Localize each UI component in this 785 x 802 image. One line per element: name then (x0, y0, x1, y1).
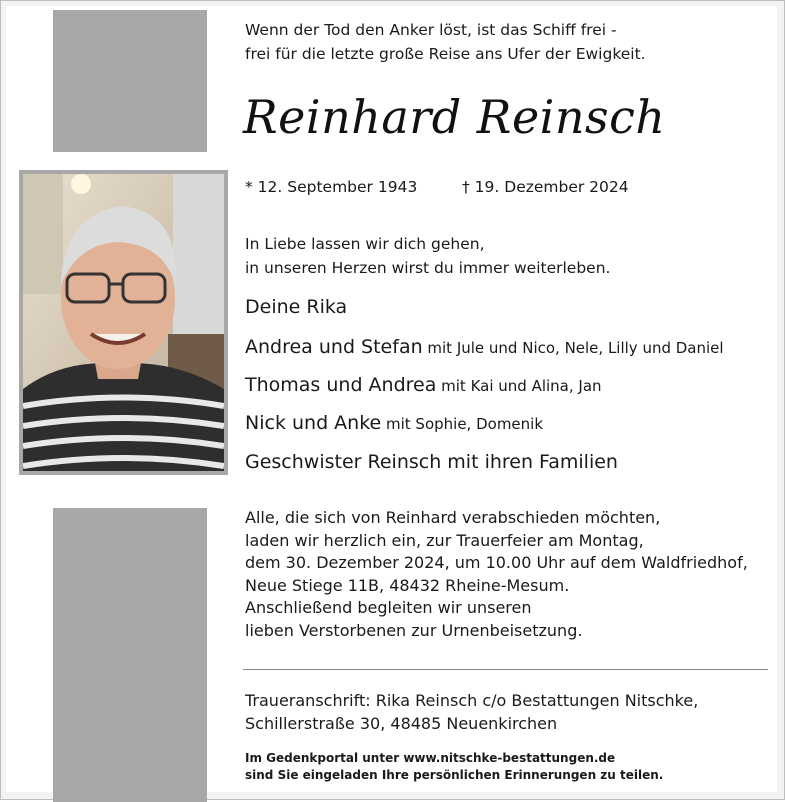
address-line: Schillerstraße 30, 48485 Neuenkirchen (245, 714, 558, 733)
family-entry (245, 296, 347, 318)
motto-verse (245, 18, 646, 66)
service-line: laden wir herzlich ein, zur Trauerfeier am Montag, (245, 530, 644, 550)
service-line: dem 30. Dezember 2024, um 10.00 Uhr auf dem Waldfriedhof, (245, 553, 748, 572)
service-line: Anschließend begleiten wir unseren (245, 598, 532, 617)
service-line: lieben Verstorbenen zur Urnenbeisetzung. (245, 620, 583, 640)
family-members: mit Sophie, Domenik (381, 415, 544, 433)
family-entry (245, 374, 602, 396)
family-members: mit Kai und Alina, Jan (436, 377, 602, 395)
farewell-text (245, 232, 610, 280)
farewell-line: in unseren Herzen wirst du immer weiterleben. (245, 259, 611, 277)
death-date: † 19. Dezember 2024 (462, 178, 629, 196)
mourning-address (245, 689, 698, 735)
address-line: Traueranschrift: Rika Reinsch c/o Bestattungen Nitschke, (245, 691, 699, 710)
family-members: mit Jule und Nico, Nele, Lilly und Daniel (422, 339, 724, 357)
farewell-line: In Liebe lassen wir dich gehen, (245, 235, 485, 253)
motto-line: frei für die letzte große Reise ans Ufer der Ewigkeit. (245, 45, 646, 63)
portrait-illustration (23, 174, 224, 471)
service-line: Neue Stiege 11B, 48432 Rheine-Mesum. (245, 575, 570, 595)
service-announcement (245, 507, 748, 642)
portal-line: sind Sie eingeladen Ihre persönlichen Erinnerungen zu teilen. (245, 768, 664, 782)
birth-date: * 12. September 1943 (245, 178, 418, 196)
family-name: Nick und Anke (245, 412, 382, 434)
portrait-photo (23, 174, 224, 471)
family-name: Thomas und Andrea (245, 374, 437, 396)
service-line: Alle, die sich von Reinhard verabschieden möchten, (245, 508, 661, 527)
family-name: Geschwister Reinsch mit ihren Familien (245, 451, 618, 473)
deceased-name: Reinhard Reinsch (243, 90, 666, 144)
memorial-portal-note (245, 750, 663, 784)
portal-line: Im Gedenkportal unter www.nitschke-bestattungen.de (245, 751, 616, 765)
divider-line (243, 669, 768, 670)
family-entry (245, 412, 543, 434)
decorative-gray-bar-bottom (53, 508, 207, 802)
family-name: Andrea und Stefan (245, 336, 423, 358)
motto-line: Wenn der Tod den Anker löst, ist das Schiff frei - (245, 21, 617, 39)
family-entry (245, 451, 618, 473)
family-entry (245, 336, 724, 358)
family-name: Deine Rika (245, 296, 348, 318)
portrait-frame (19, 170, 228, 475)
decorative-gray-bar-top (53, 10, 207, 152)
